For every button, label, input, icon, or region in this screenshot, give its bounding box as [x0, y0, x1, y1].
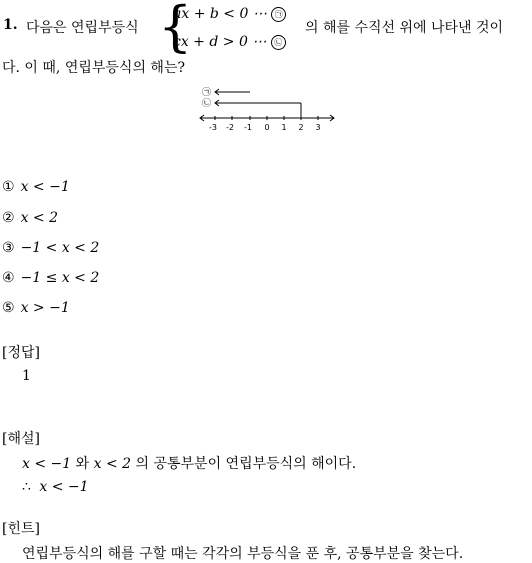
tick-label: -2 — [226, 123, 234, 132]
tick-label: -3 — [209, 123, 217, 132]
tick-label: 2 — [298, 123, 304, 132]
system-brace: { — [158, 0, 193, 58]
choice-number: ③ — [2, 240, 15, 256]
choice-5[interactable] — [2, 300, 70, 316]
choice-number: ⑤ — [2, 300, 15, 316]
hint-text: 연립부등식의 해를 구할 때는 각각의 부등식을 푼 후, 공통부분을 찾는다. — [22, 546, 464, 562]
tick-label: -1 — [244, 123, 252, 132]
choice-number: ① — [2, 179, 15, 195]
question-text-before: 다음은 연립부등식 — [26, 20, 139, 36]
question-number: 1. — [3, 17, 18, 33]
choice-number: ② — [2, 210, 15, 226]
tick-label: 1 — [281, 123, 287, 132]
inequality-2: cx + d > 0 ⋯ ㉡ — [173, 34, 286, 50]
circled-label-1: ㉠ — [271, 7, 286, 22]
tick-label: 0 — [264, 123, 270, 132]
inequality-1: ax + b < 0 ⋯ ㉠ — [173, 6, 286, 22]
tick-label: 3 — [315, 123, 321, 132]
answer-value: 1 — [22, 368, 31, 384]
choice-text: x > −1 — [20, 300, 70, 316]
circled-label-2: ㉡ — [271, 35, 286, 50]
choice-text: x < 2 — [20, 210, 58, 226]
explanation-heading: [해설] — [2, 431, 40, 447]
hint-heading: [힌트] — [2, 521, 40, 537]
choice-text: −1 ≤ x < 2 — [20, 270, 100, 286]
explanation-line-2: ∴ x < −1 — [22, 479, 89, 495]
choice-text: x < −1 — [20, 179, 70, 195]
choice-2[interactable] — [2, 210, 58, 226]
explanation-line-1: x < −1 와 x < 2 의 공통부분이 연립부등식의 해이다. — [22, 456, 357, 472]
choice-text: −1 < x < 2 — [20, 240, 100, 256]
number-line-label-2: ㉡ — [202, 99, 212, 109]
choice-3[interactable] — [2, 240, 99, 256]
number-line-label-1: ㉠ — [202, 88, 212, 98]
question-text-after: 의 해를 수직선 위에 나타낸 것이 — [305, 20, 504, 36]
therefore-symbol: ∴ — [22, 479, 31, 495]
answer-heading: [정답] — [2, 345, 40, 361]
choice-1[interactable] — [2, 179, 70, 195]
number-line-figure — [198, 84, 338, 136]
choice-number: ④ — [2, 270, 15, 286]
choice-4[interactable] — [2, 270, 99, 286]
question-text-line2: 다. 이 때, 연립부등식의 해는? — [2, 60, 185, 76]
